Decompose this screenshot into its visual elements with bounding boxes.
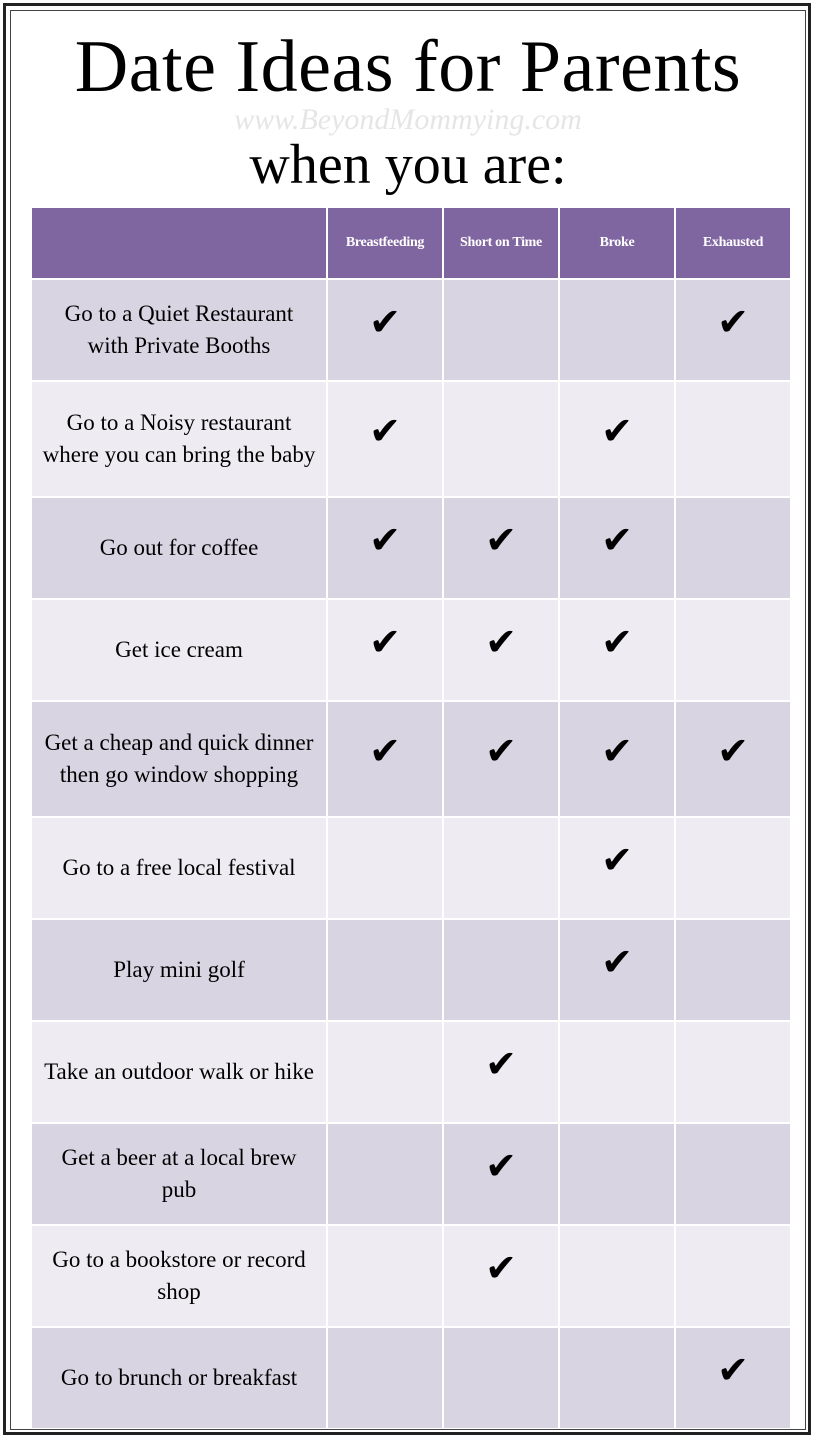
idea-cell xyxy=(32,600,326,700)
idea-label: Go to a bookstore or record shop xyxy=(52,1247,306,1304)
check-cell-breastfeeding xyxy=(328,498,442,598)
check-cell-broke xyxy=(560,920,674,1020)
page-title: Date Ideas for Parents xyxy=(74,26,742,108)
checkmark-icon: ✔ xyxy=(485,518,517,562)
idea-cell xyxy=(32,1124,326,1224)
column-header-broke: Broke xyxy=(560,208,674,278)
checkmark-icon: ✔ xyxy=(601,518,633,562)
idea-label: Go to a free local festival xyxy=(62,855,296,880)
checkmark-icon: ✔ xyxy=(369,620,401,664)
check-cell-broke xyxy=(560,818,674,918)
idea-cell xyxy=(32,818,326,918)
check-cell-short-on-time xyxy=(444,382,558,496)
check-cell-broke xyxy=(560,1124,674,1224)
idea-label: Go to brunch or breakfast xyxy=(60,1365,298,1390)
checkmark-icon: ✔ xyxy=(369,300,401,344)
check-cell-short-on-time xyxy=(444,1328,558,1428)
check-cell-short-on-time xyxy=(444,1022,558,1122)
idea-cell xyxy=(32,280,326,380)
check-cell-exhausted xyxy=(676,498,790,598)
check-cell-broke xyxy=(560,382,674,496)
idea-cell xyxy=(32,382,326,496)
check-cell-exhausted xyxy=(676,382,790,496)
idea-cell xyxy=(32,1226,326,1326)
check-cell-short-on-time xyxy=(444,702,558,816)
idea-cell xyxy=(32,1328,326,1428)
check-cell-exhausted xyxy=(676,818,790,918)
idea-label: Get a beer at a local brew pub xyxy=(61,1145,297,1202)
idea-label: Go out for coffee xyxy=(99,535,259,560)
idea-label: Take an outdoor walk or hike xyxy=(44,1059,314,1084)
checkmark-icon: ✔ xyxy=(369,409,401,453)
checkmark-icon: ✔ xyxy=(485,1144,517,1188)
checkmark-icon: ✔ xyxy=(601,620,633,664)
check-cell-broke xyxy=(560,600,674,700)
checkmark-icon: ✔ xyxy=(601,409,633,453)
check-cell-short-on-time xyxy=(444,818,558,918)
check-cell-broke xyxy=(560,1328,674,1428)
idea-label: Go to a Quiet Restaurant with Private Booths xyxy=(64,301,294,358)
checkmark-icon: ✔ xyxy=(485,729,517,773)
check-cell-breastfeeding xyxy=(328,1328,442,1428)
checkmark-icon: ✔ xyxy=(485,620,517,664)
check-cell-exhausted xyxy=(676,600,790,700)
check-cell-short-on-time xyxy=(444,1226,558,1326)
check-cell-exhausted xyxy=(676,702,790,816)
checkmark-icon: ✔ xyxy=(485,1246,517,1290)
idea-cell xyxy=(32,702,326,816)
check-cell-exhausted xyxy=(676,920,790,1020)
check-cell-breastfeeding xyxy=(328,1124,442,1224)
check-cell-short-on-time xyxy=(444,920,558,1020)
check-cell-short-on-time xyxy=(444,498,558,598)
column-header-short-on-time: Short on Time xyxy=(444,208,558,278)
watermark: www.BeyondMommying.com xyxy=(234,103,582,136)
check-cell-breastfeeding xyxy=(328,920,442,1020)
checkmark-icon: ✔ xyxy=(717,729,749,773)
check-cell-exhausted xyxy=(676,280,790,380)
idea-label: Get ice cream xyxy=(115,637,243,662)
idea-cell xyxy=(32,1022,326,1122)
checkmark-icon: ✔ xyxy=(717,1348,749,1392)
check-cell-breastfeeding xyxy=(328,702,442,816)
idea-label: Go to a Noisy restaurant where you can bring the baby xyxy=(42,410,316,467)
check-cell-exhausted xyxy=(676,1328,790,1428)
checkmark-icon: ✔ xyxy=(717,300,749,344)
page-subtitle: when you are: xyxy=(249,134,567,196)
check-cell-breastfeeding xyxy=(328,1022,442,1122)
check-cell-breastfeeding xyxy=(328,600,442,700)
idea-label: Get a cheap and quick dinner then go window shopping xyxy=(44,730,314,787)
check-cell-short-on-time xyxy=(444,1124,558,1224)
idea-cell xyxy=(32,498,326,598)
check-cell-breastfeeding xyxy=(328,1226,442,1326)
check-cell-broke xyxy=(560,280,674,380)
check-cell-exhausted xyxy=(676,1022,790,1122)
check-cell-breastfeeding xyxy=(328,818,442,918)
check-cell-exhausted xyxy=(676,1226,790,1326)
column-header-exhausted: Exhausted xyxy=(676,208,790,278)
check-cell-exhausted xyxy=(676,1124,790,1224)
checkmark-icon: ✔ xyxy=(601,940,633,984)
check-cell-broke xyxy=(560,498,674,598)
check-cell-breastfeeding xyxy=(328,280,442,380)
check-cell-short-on-time xyxy=(444,600,558,700)
check-cell-broke xyxy=(560,1022,674,1122)
checkmark-icon: ✔ xyxy=(601,729,633,773)
idea-label: Play mini golf xyxy=(113,957,245,982)
check-cell-short-on-time xyxy=(444,280,558,380)
checkmark-icon: ✔ xyxy=(485,1042,517,1086)
header-blank-cell xyxy=(32,208,326,278)
checkmark-icon: ✔ xyxy=(601,838,633,882)
column-header-breastfeeding: Breastfeeding xyxy=(328,208,442,278)
check-cell-breastfeeding xyxy=(328,382,442,496)
check-cell-broke xyxy=(560,1226,674,1326)
idea-cell xyxy=(32,920,326,1020)
date-ideas-table xyxy=(32,208,784,1416)
checkmark-icon: ✔ xyxy=(369,518,401,562)
checkmark-icon: ✔ xyxy=(369,729,401,773)
check-cell-broke xyxy=(560,702,674,816)
